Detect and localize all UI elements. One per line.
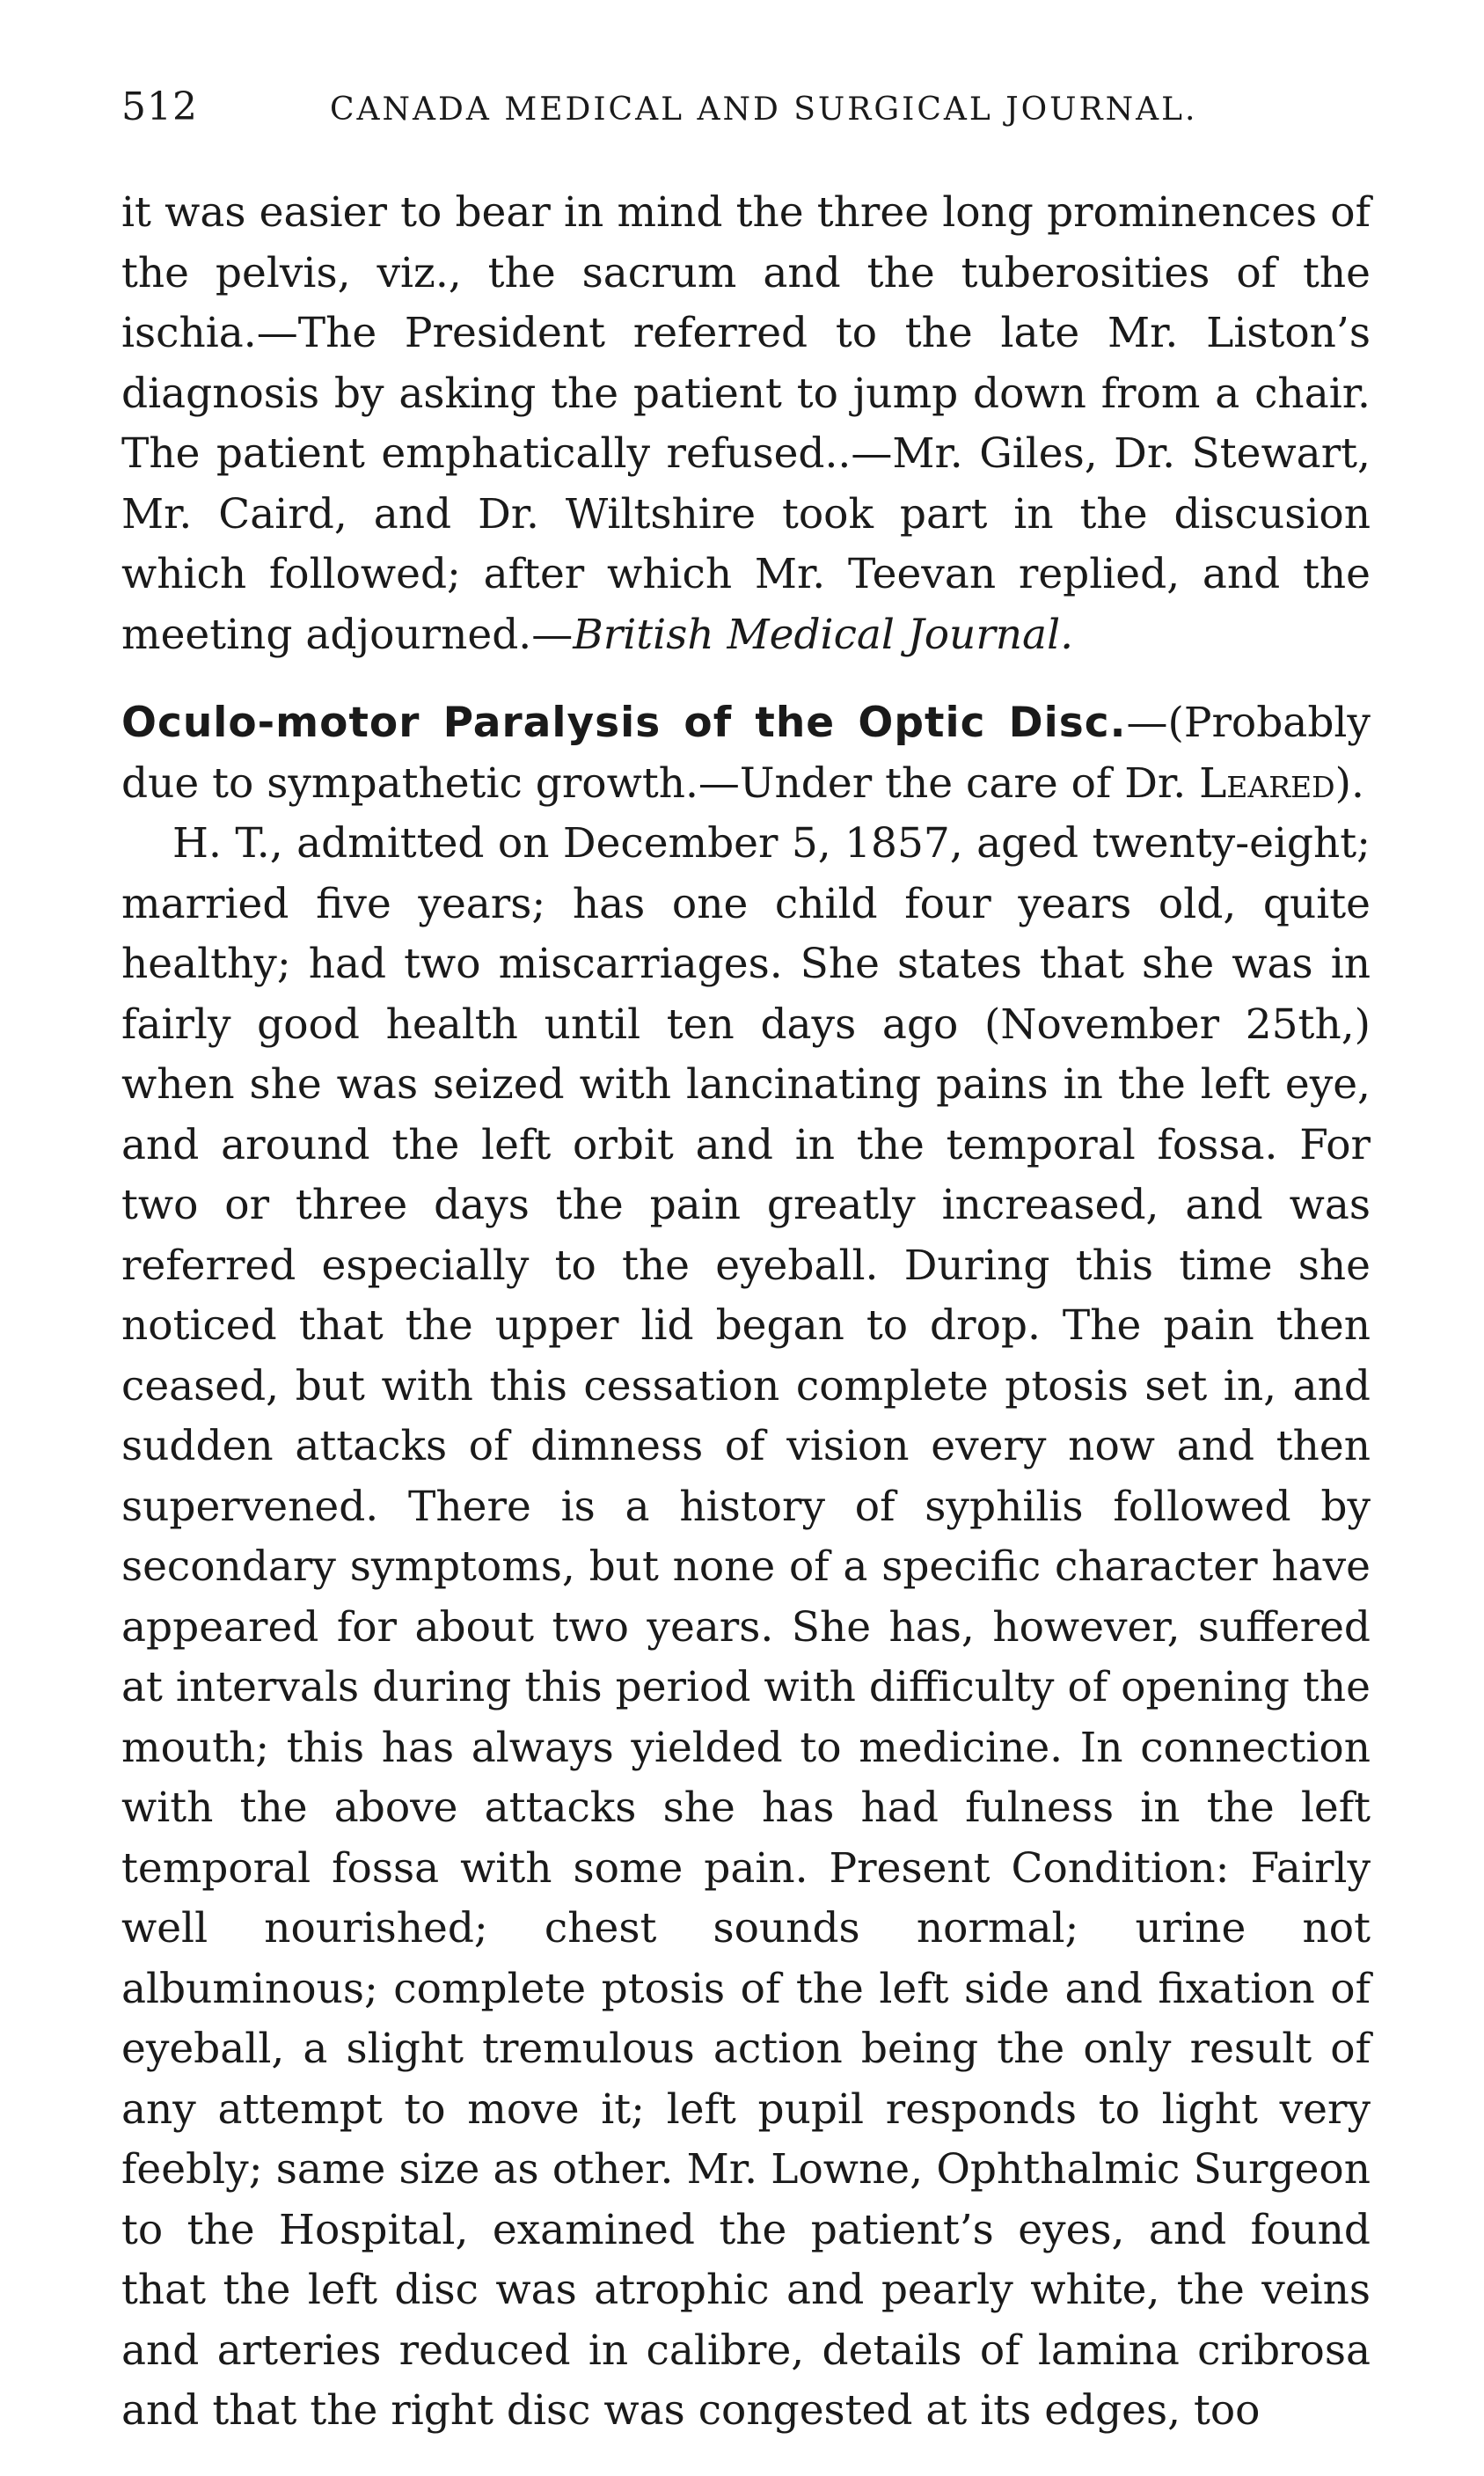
journal-title: CANADA MEDICAL AND SURGICAL JOURNAL. [329, 92, 1198, 128]
journal-page [121, 84, 1371, 2442]
article-title: Oculo-motor Paralysis of the Optic Disc. [121, 699, 1127, 747]
source-citation: British Medical Journal. [573, 610, 1074, 659]
continuation-text: it was easier to bear in mind the three long prominences of the pelvis, viz., the sacrum and the tuberosities of the ischia.—The President referred to the late Mr. Liston’s diagnosis by asking the patient to jump down from a chair. The patient emphatically refused..—Mr. Giles, Dr. Stewart, Mr. Caird, and Dr. Wiltshire took part in the discusion which followed; after which Mr. Teevan replied, and the meeting adjourned.— [121, 188, 1371, 659]
doctor-name: Leared [1199, 758, 1335, 808]
article-subtitle-end: ). [1334, 758, 1364, 808]
article-text [121, 183, 1371, 2442]
section-gap [121, 665, 1371, 693]
running-head [121, 84, 1371, 137]
page-number: 512 [121, 84, 198, 129]
case-report-paragraph: H. T., admitted on December 5, 1857, aged twenty-eight; married five years; has one child four years old, quite healthy; had two miscarriages. She states that she was in fairly good health until ten days ago (November 25th,) when she was seized with lancinating pains in the left eye, and around the left orbit and in the temporal fossa. For two or three days the pain greatly increased, and was referred especially to the eyeball. During this time she noticed that the upper lid began to drop. The pain then ceased, but with this cessation complete ptosis set in, and sudden attacks of dimness of vision every now and then supervened. There is a history of syphilis followed by secondary symptoms, but none of a specific character have appeared for about two years. She has, however, suffered at intervals during this period with difficulty of opening the mouth; this has always yielded to medicine. In connection with the above attacks she has had fulness in the left temporal fossa with some pain. Present Condition: Fairly well nourished; chest sounds normal; urine not albuminous; complete ptosis of the left side and fixation of eyeball, a slight tremulous action being the only result of any attempt to move it; left pupil responds to light very feebly; same size as other. Mr. Lowne, Ophthalmic Surgeon to the Hospital, examined the patient’s eyes, and found that the left disc was atrophic and pearly white, the veins and arteries reduced in calibre, details of lamina cribrosa and that the right disc was congested at its edges, too [121, 819, 1371, 2435]
continuation-paragraph [121, 183, 1371, 665]
article-subtitle-start: —(Probably due to sympathetic growth.—Under the care of Dr. [121, 699, 1371, 808]
article-heading-paragraph [121, 693, 1371, 814]
